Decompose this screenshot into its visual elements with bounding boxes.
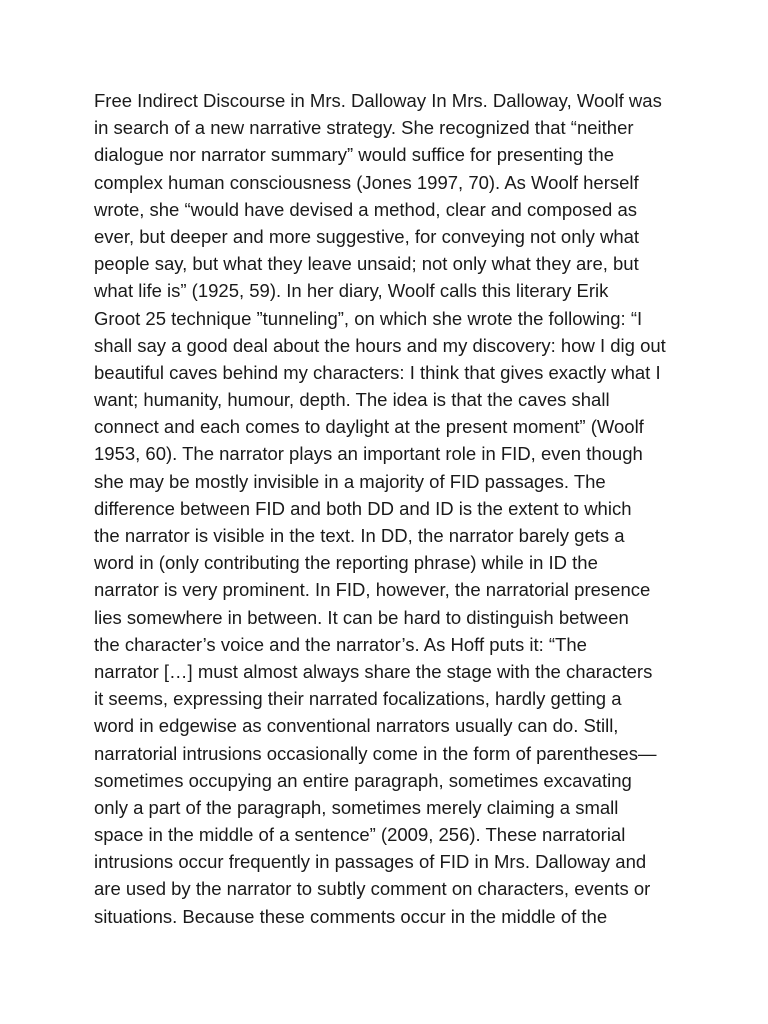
text-line: narratorial intrusions occasionally come in the form of parentheses— <box>94 742 657 764</box>
text-line: only a part of the paragraph, sometimes merely claiming a small <box>94 796 619 818</box>
text-line: she may be mostly invisible in a majority of FID passages. The <box>94 470 606 492</box>
text-line: 1953, 60). The narrator plays an important role in FID, even though <box>94 443 643 465</box>
text-line: narrator is very prominent. In FID, however, the narratorial presence <box>94 579 651 601</box>
text-line: the character’s voice and the narrator’s. As Hoff puts it: “The <box>94 633 587 655</box>
text-line: dialogue nor narrator summary” would suffice for presenting the <box>94 144 614 166</box>
text-line: ever, but deeper and more suggestive, for conveying not only what <box>94 225 640 247</box>
text-line: connect and each comes to daylight at the present moment” (Woolf <box>94 416 644 438</box>
text-line: wrote, she “would have devised a method, clear and composed as <box>94 198 637 220</box>
text-line: narrator […] must almost always share the stage with the characters <box>94 660 653 682</box>
text-line: situations. Because these comments occur in the middle of the <box>94 905 608 927</box>
text-line: what life is” (1925, 59). In her diary, Woolf calls this literary Erik <box>94 280 609 302</box>
text-line: word in edgewise as conventional narrators usually can do. Still, <box>94 715 619 737</box>
text-line: shall say a good deal about the hours and my discovery: how I dig out <box>94 334 666 356</box>
text-line: Groot 25 technique ”tunneling”, on which she wrote the following: “I <box>94 307 643 329</box>
text-line: Free Indirect Discourse in Mrs. Dalloway In Mrs. Dalloway, Woolf was <box>94 90 662 111</box>
text-line: word in (only contributing the reporting phrase) while in ID the <box>94 552 598 574</box>
text-line: intrusions occur frequently in passages of FID in Mrs. Dalloway and <box>94 851 647 873</box>
text-line: sometimes occupying an entire paragraph, sometimes excavating <box>94 769 632 791</box>
text-line: it seems, expressing their narrated focalizations, hardly getting a <box>94 688 622 710</box>
text-line: lies somewhere in between. It can be hard to distinguish between <box>94 606 629 628</box>
text-line: in search of a new narrative strategy. She recognized that “neither <box>94 117 634 139</box>
text-line: beautiful caves behind my characters: I think that gives exactly what I <box>94 361 661 383</box>
text-line: difference between FID and both DD and ID is the extent to which <box>94 497 632 519</box>
text-line: want; humanity, humour, depth. The idea is that the caves shall <box>94 389 610 411</box>
text-line: are used by the narrator to subtly comment on characters, events or <box>94 878 651 900</box>
text-line: people say, but what they leave unsaid; not only what they are, but <box>94 253 639 275</box>
text-line: space in the middle of a sentence” (2009, 256). These narratorial <box>94 824 626 846</box>
body-text <box>94 87 694 930</box>
text-line: complex human consciousness (Jones 1997, 70). As Woolf herself <box>94 171 639 193</box>
text-line: the narrator is visible in the text. In DD, the narrator barely gets a <box>94 525 625 546</box>
